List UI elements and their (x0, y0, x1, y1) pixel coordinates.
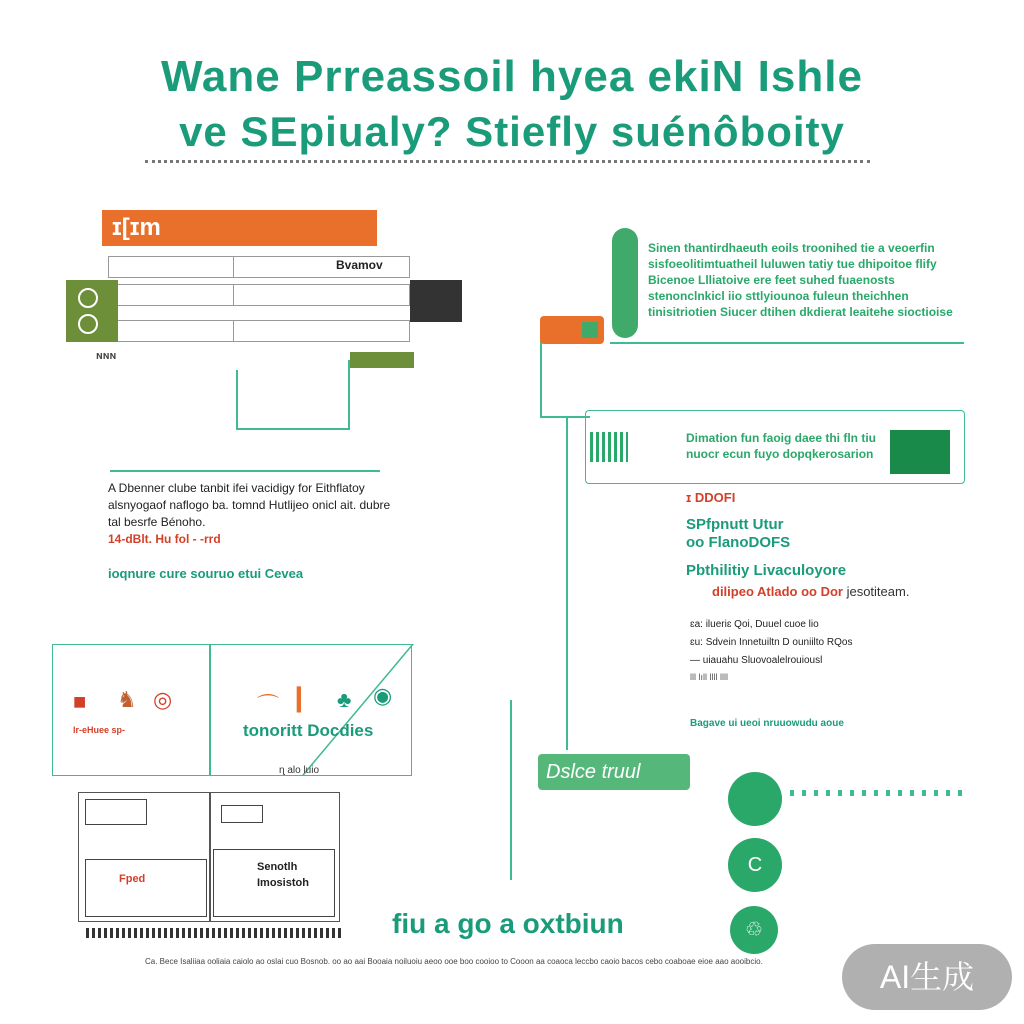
form-row[interactable] (108, 256, 410, 278)
icon-subcaption: ɳ alo luio (279, 765, 320, 776)
right-link[interactable]: ɪ DDOFI (686, 490, 736, 505)
table-label-right-l2: Imosistoh (257, 877, 309, 889)
ai-generated-watermark: AI生成 (842, 944, 1012, 1010)
ruler-strip (86, 928, 342, 938)
form-label: Bvamov (336, 258, 383, 272)
footer-text: Ca. Bece Isaliiaa ooliaia caiolo ao oslai cuo Bosnob. oo ao aai Booaia noiluoiu aeoo ooe boo cooioo to Cooon aa coaoca leccbo caoio bacos cebo coaboae eioe aao aooibcio. (145, 957, 763, 966)
form-header-bar: ɪ[ɪm (102, 210, 377, 246)
detail-button[interactable]: Dslce truul (538, 754, 690, 790)
icon-caption-right: tonoritt Docdies (243, 721, 374, 740)
badge-circle[interactable] (728, 772, 782, 826)
connector-line (540, 340, 542, 418)
arc-icon: ⌒ (257, 693, 280, 718)
table-label-left: Fped (119, 873, 146, 885)
circle-icon (78, 288, 98, 308)
right-paragraph: Sinen thantirdhaeuth eoils troonihed tie a veoerfin sisfoeolitimtuatheil luluwen tatiy tue dhipoitoe flify Bicenoe Llliatoive ere feet suhed fuaenosts stenonclnkicl iio sttlyiounoa fuleun theichhen tinisitriotien Siucer dtihen dkdierat leaitehe sioctioise (648, 241, 953, 319)
table-label-right-l1: Senotlh (257, 861, 298, 873)
form-row[interactable] (108, 284, 410, 306)
barcode-text: lll lıll llll llll (690, 672, 728, 682)
connector-line (110, 470, 380, 472)
chat-icon: ◎ (153, 687, 173, 712)
bottom-table (78, 792, 340, 922)
left-paragraph (108, 480, 398, 548)
right-heading: Pbthilitiy Livaculoyore (686, 562, 847, 579)
icon-panel (52, 644, 412, 776)
table-divider (209, 793, 211, 921)
page-title-line2: ve SEpiualy? Stiefly suénôboity (179, 108, 845, 155)
building-icon: ■ (73, 689, 87, 714)
table-cell-box[interactable] (85, 799, 147, 825)
table-label-right (257, 859, 309, 891)
right-subheading-l1: SPfpnutt Utur (686, 516, 784, 533)
orange-tag (540, 316, 604, 344)
form-olive-bar (350, 352, 414, 368)
tag-square (582, 322, 598, 338)
green-pill-marker (612, 228, 638, 338)
badge-circle[interactable]: C (728, 838, 782, 892)
list-item: ɛu: Sdvein Innetuiltn D ouniilto RQos (690, 637, 853, 648)
connector-line (540, 416, 590, 418)
list-item: — uiauahu Sluovoalelrouiousl (690, 655, 823, 666)
right-heading-2-tail: jesotiteam. (846, 584, 910, 599)
leaf-icon: ◉ (373, 683, 393, 708)
connector-line (236, 370, 238, 430)
slogan: fiu a go a oxtbiun (392, 908, 624, 939)
connector-line (510, 700, 512, 880)
icon-caption-left: lr-eHuee sp- (73, 725, 126, 735)
right-subheading-l2: oo FlanoDOFS (686, 534, 791, 551)
left-caption: ioqnure cure souruo etui Cevea (108, 566, 304, 581)
title-divider (145, 160, 870, 163)
left-paragraph-text: A Dbenner clube tanbit ifei vacidigy for Eithflatoy alsnyogaof naflogo ba. tomnd Hutlijeo onicl ait. dubre tal besrfe Bénoho. (108, 481, 391, 529)
dotted-line (790, 790, 970, 796)
table-cell-box[interactable] (85, 859, 207, 917)
form-row[interactable] (108, 320, 410, 342)
recycle-icon[interactable]: ♲ (730, 906, 778, 954)
form-side-panel (66, 280, 118, 342)
right-subheading (686, 516, 790, 552)
right-heading-2-main: dilipeo Atlado oo Dor (712, 584, 843, 599)
people-icon: ♞ (117, 687, 137, 712)
tree-icon: ♣ (337, 687, 352, 712)
list-item: ɛa: ilueriɛ Qoi, Duuel cuoe lio (690, 619, 819, 630)
form-dark-block (410, 280, 462, 322)
bar-icon: ▎ (297, 687, 314, 712)
connector-line (610, 342, 964, 344)
right-heading-2 (712, 584, 909, 599)
info-card-square (890, 430, 950, 474)
left-paragraph-highlight: 14-dBlt. Hu fol - -rrd (108, 532, 221, 546)
right-footnote: Bagave ui ueoi nruuowudu aoue (690, 718, 844, 729)
stripe-icon (590, 432, 628, 462)
circle-icon (78, 314, 98, 334)
table-cell-box[interactable] (221, 805, 263, 823)
connector-line (566, 418, 568, 750)
connector-line (348, 360, 350, 430)
connector-line (236, 428, 350, 430)
info-card-text: Dimation fun faoig daee thi fln tiu nuocr ecun fuyo dopqkerosarion (686, 431, 876, 461)
right-list (690, 616, 852, 670)
form-row-label: ɴɴɴ (96, 350, 117, 362)
page-title-line1: Wane Prreassoil hyea ekiN Ishle (161, 52, 863, 101)
panel-divider (209, 645, 211, 775)
